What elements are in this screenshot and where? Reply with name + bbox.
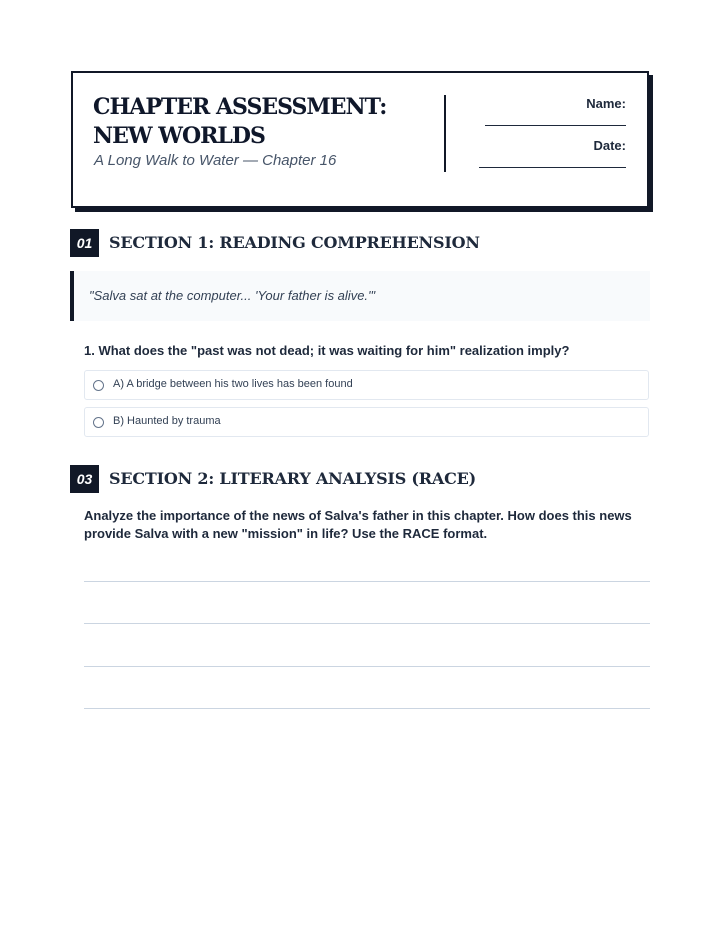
name-label: Name: [586,96,626,111]
answer-line[interactable] [84,581,650,582]
section-title: SECTION 2: LITERARY ANALYSIS (RACE) [109,469,477,488]
question-1: 1. What does the "past was not dead; it was waiting for him" realization imply? [84,343,570,358]
date-field[interactable] [479,167,626,168]
quote-box [70,271,650,321]
radio-button[interactable] [93,380,104,391]
answer-option-b[interactable] [84,407,649,437]
option-label: B) Haunted by trauma [113,415,221,427]
page-subtitle: A Long Walk to Water — Chapter 16 [94,152,337,169]
answer-line[interactable] [84,666,650,667]
date-label: Date: [593,138,626,153]
answer-option-a[interactable] [84,370,649,400]
section-title: SECTION 1: READING COMPREHENSION [109,233,480,252]
header-card [71,71,649,208]
page-title: CHAPTER ASSESSMENT: NEW WORLDS [93,94,387,149]
section-number: 01 [70,229,99,257]
option-label: A) A bridge between his two lives has been found [113,378,353,390]
quote-text: "Salva sat at the computer... 'Your father is alive.'" [89,288,376,303]
radio-button[interactable] [93,417,104,428]
writing-prompt: Analyze the importance of the news of Salva's father in this chapter. How does this news provide Salva with a new "mission" in life? Use the RACE format. [84,508,632,541]
answer-line[interactable] [84,708,650,709]
answer-line[interactable] [84,623,650,624]
name-field[interactable] [485,125,626,126]
header-divider [444,95,446,172]
section-number: 03 [70,465,99,493]
